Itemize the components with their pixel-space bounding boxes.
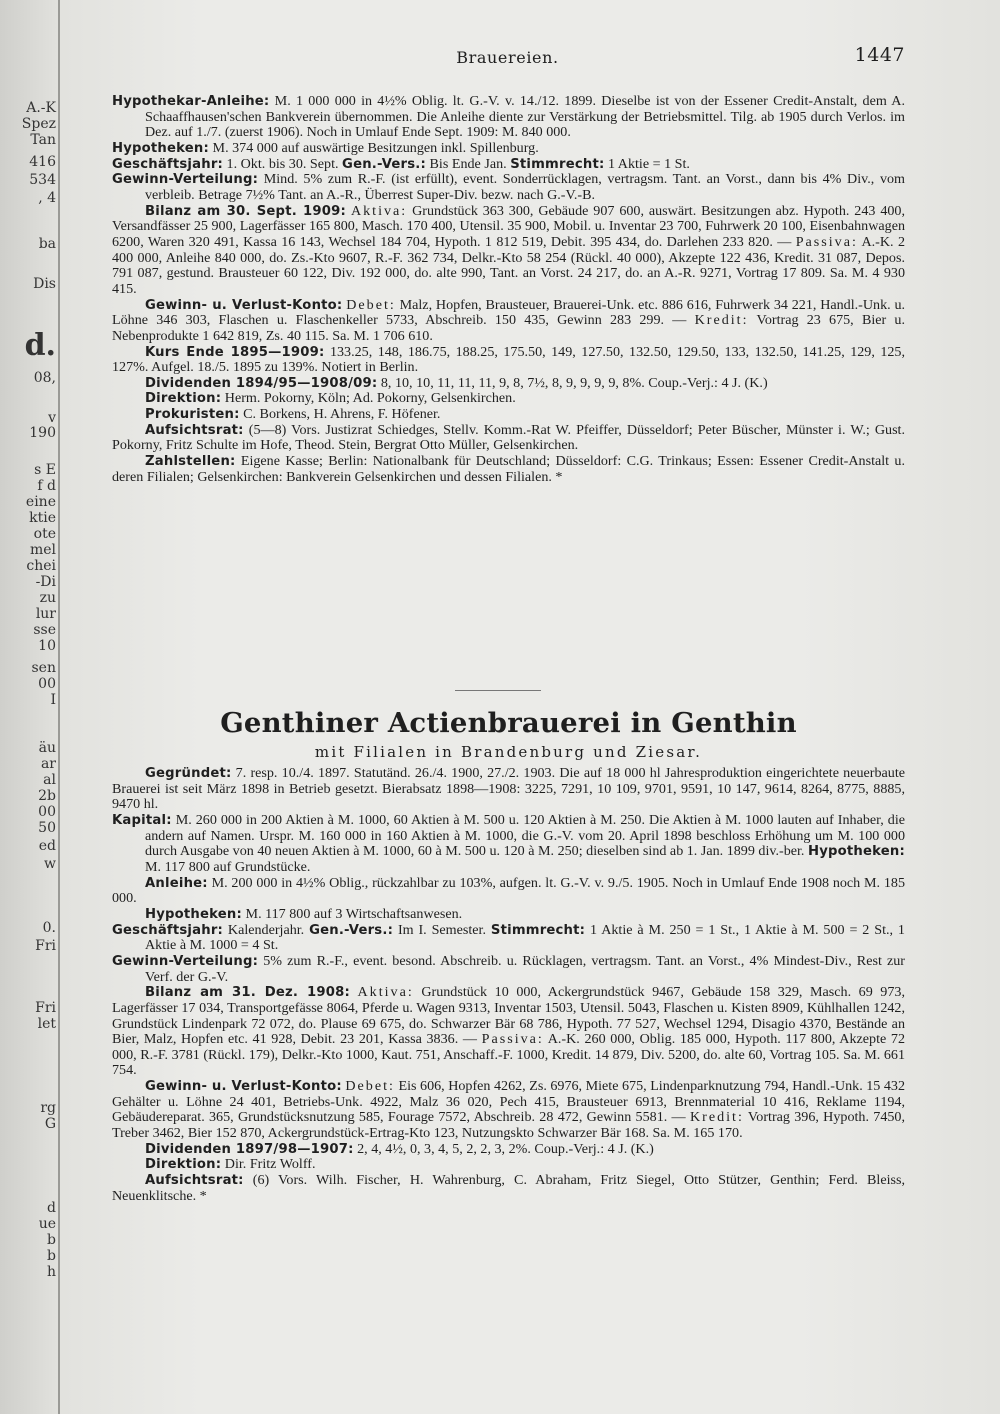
edge-fragment: mel [29, 542, 56, 558]
edge-fragment: äu [38, 740, 56, 756]
text: M. 117 800 auf 3 Wirtschaftsanwesen. [245, 905, 463, 922]
text: Bis Ende Jan. [429, 155, 507, 172]
label: Kurs Ende 1895—1909: [145, 344, 325, 360]
paragraph-guv [112, 1079, 905, 1142]
edge-fragment: Spez [21, 116, 56, 132]
edge-fragment: ar [40, 756, 56, 772]
edge-fragment: zu [39, 590, 56, 606]
edge-fragment: rg [40, 1100, 56, 1116]
paragraph-dividenden [112, 1142, 905, 1158]
text: 133.25, 148, 186.75, 188.25, 175.50, 149, 127.50, 132.50, 129.50, 133, 132.50, 141.25, 129, 125, 127%. Aufgel. 18./5. 1895 zu 139%. Notiert in Berlin. [112, 343, 905, 376]
label: Stimmrecht: [490, 922, 586, 938]
edge-fragment: 50 [38, 820, 56, 836]
paragraph-guv [112, 298, 905, 345]
edge-fragment: ue [38, 1216, 56, 1232]
edge-fragment: 10 [38, 638, 56, 654]
text: M. 117 800 auf Grundstücke. [145, 858, 311, 875]
edge-fragment: -Di [35, 574, 56, 590]
edge-fragment: chei [26, 558, 56, 574]
paragraph-aufsichtsrat [112, 423, 905, 454]
paragraph-zahlstellen [112, 454, 905, 485]
paragraph-hypothekar-anleihe [112, 94, 905, 141]
text: A.-K. 260 000, Oblig. 185 000, Hypoth. 117 800, Akzepte 72 000, R.-F. 3781 (Rückl. 179), Delkr.-Kto 1000, Kaut. 751, Anschaff.-F. 1000, Kredit. 14 879, Div. 5200, do. alte 60, Vortrag 105. Sa. M. 661 754. [112, 1031, 905, 1079]
edge-fragment: let [37, 1016, 56, 1032]
text: M. 1 000 000 in 4½% Oblig. lt. G.-V. v. 14./12. 1899. Dieselbe ist von der Essener Credit-Anstalt, dem A. Schaaffhausen'schen Bankverein übernommen. Die Anleihe diente zur Verstärkung der Betriebsmittel. Tilg. ab 1905 durch Verlos. im Dez. auf 1./7. (zuerst 1906). Noch in Umlauf Ende Sept. 1909: M. 840 000. [145, 93, 905, 141]
edge-fragment: , 4 [38, 190, 56, 206]
text: Kalenderjahr. [227, 921, 305, 938]
paragraph-kurs [112, 345, 905, 376]
edge-fragment: al [43, 772, 56, 788]
label: Geschäftsjahr: [112, 156, 223, 172]
page-number: 1447 [854, 44, 905, 66]
label: Gewinn-Verteilung: [112, 172, 259, 188]
label: Gen.-Vers.: [342, 156, 426, 172]
label: Prokuristen: [145, 407, 240, 423]
paragraph-gewinn-verteilung [112, 172, 905, 203]
edge-fragment: h [46, 1264, 56, 1280]
edge-fragment: 00 [38, 676, 56, 692]
text: 5% zum R.-F., event. besond. Abschreib. u. Rücklagen, vertragsm. Tant. an Vorst., 4% Mindest-Div., Rest zur Verf. der G.-V. [145, 952, 905, 985]
label: Geschäftsjahr: [112, 922, 223, 938]
edge-fragment: 0. [42, 920, 56, 936]
text: M. 260 000 in 200 Aktien à M. 1000, 60 Aktien à M. 500 u. 120 Aktien à M. 250. Die Aktien à M. 1000 lauten auf Inhaber, die andern auf Namen. Urspr. M. 160 000 in 160 Aktien à M. 1000, die G.-V. vom 20. April 1898 beschloss Erhöhung um M. 100 000 durch Ausgabe von 40 neuen Aktien à M. 1000, 60 à M. 500 u. 120 à M. 250; dieselben sind ab 1. Jan. 1899 div.-ber. [145, 811, 905, 860]
aktiva-label: Aktiva: [357, 984, 414, 1001]
paragraph-bilanz [112, 985, 905, 1079]
edge-fragment: ote [33, 526, 56, 542]
company-subtitle: mit Filialen in Brandenburg und Ziesar. [314, 743, 703, 761]
label: Hypotheken: [808, 844, 905, 860]
edge-fragment: 190 [29, 425, 56, 441]
paragraph-direktion [112, 1157, 905, 1173]
label: Hypothekar-Anleihe: [112, 94, 270, 109]
text: 1 Aktie = 1 St. [607, 155, 690, 172]
text: Grundstück 10 000, Ackergrundstück 9467, Gebäude 158 329, Masch. 69 973, Lagerfässer 17 034, Transportgefässe 8064, Pferde u. Wagen 9313, Inventar 1503, Utensil. 5043, Flaschen u. Kisten 8909, Kühlhallen 1242, Grundstück Lindenpark 72 072, do. Plause 69 675, do. Schwarzer Bär 68 786, Hypoth. 77 527, Wechsel 1294, Disagio 4370, Bestände an Bier, Malz, Hopfen etc. 41 928, Debit. 23 201, Kassa 3836. — [112, 984, 905, 1048]
edge-fragment: b [47, 1248, 56, 1264]
edge-fragment: d. [24, 328, 56, 363]
section-divider [455, 690, 541, 691]
label: Stimmrecht: [510, 156, 605, 172]
text: C. Borkens, H. Ahrens, F. Höfener. [243, 406, 441, 423]
edge-fragment: ba [38, 236, 56, 252]
text: (6) Vors. Wilh. Fischer, H. Wahrenburg, C. Abraham, Fritz Siegel, Otto Stützer, Genthin; Ferd. Bleiss, Neuenklitsche. * [112, 1172, 905, 1204]
label: Hypotheken: [145, 906, 242, 922]
passiva-label: Passiva: [481, 1031, 544, 1048]
entry-genthiner [112, 766, 905, 1204]
paragraph-gegruendet [112, 766, 905, 813]
paragraph-kapital [112, 813, 905, 876]
text: M. 374 000 auf auswärtige Besitzungen inkl. Spillenburg. [212, 139, 539, 156]
text: Vortrag 23 675, Bier u. Nebenprodukte 1 642 819, Zs. 40 115. Sa. M. 1 706 610. [112, 312, 906, 344]
label: Bilanz am 31. Dez. 1908: [145, 985, 350, 1001]
label: Direktion: [145, 391, 222, 407]
edge-fragment: s E [34, 462, 56, 478]
label: Gewinn- u. Verlust-Konto: [145, 297, 343, 313]
edge-fragment: eine [25, 494, 56, 510]
text: Malz, Hopfen, Brausteuer, Brauerei-Unk. etc. 886 616, Fuhrwerk 34 221, Handl.-Unk. u. Löhne 346 303, Flaschen u. Flaschenkeller 5733, Abschreib. 150 435, Gewinn 283 299. — [112, 296, 906, 329]
edge-fragment: 534 [29, 172, 56, 188]
label: Dividenden 1894/95—1908/09: [145, 375, 378, 391]
text: Grundstück 363 300, Gebäude 907 600, auswärt. Besitzungen abz. Hypoth. 243 400, Versandfässer 25 900, Lagerfässer 165 800, Masch. 170 400, Utensil. 35 900, Mobil. u. Inventar 23 700, Fuhrwerk 20 100, Eisenbahnwagen 6200, Waren 320 491, Kassa 16 143, Wechsel 184 704, Hypoth. 1 812 519, Debit. 395 434, do. Darlehen 233 820. [112, 202, 905, 250]
edge-fragment: d [47, 1200, 56, 1216]
debet-label: Debet: [346, 296, 396, 313]
label: Aufsichtsrat: [145, 1173, 244, 1189]
paragraph-aufsichtsrat [112, 1173, 905, 1204]
label: Zahlstellen: [145, 454, 236, 470]
edge-fragment: Fri [35, 938, 56, 954]
edge-fragment: lur [35, 606, 56, 622]
company-title: Genthiner Actienbrauerei in Genthin [220, 707, 797, 739]
text: 2, 4, 4½, 0, 3, 4, 5, 2, 2, 3, 2%. Coup.-Verj.: 4 J. (K.) [357, 1140, 654, 1157]
text: M. 200 000 in 4½% Oblig., rückzahlbar zu 103%, aufgen. lt. G.-V. v. 9./5. 1905. Noch in Umlauf Ende 1908 noch M. 185 000. [112, 874, 905, 907]
paragraph-prokuristen [112, 407, 905, 423]
passiva-label: Passiva: [795, 233, 858, 250]
text: A.-K. 2 400 000, Anleihe 840 000, do. Zs.-Kto 9607, R.-F. 362 734, Delkr.-Kto 58 254 (Rückl. 40 000), Akzepte 122 436, Kredit. 31 087, Depos. 791 087, gestund. Brausteuer 60 122, Div. 192 000, do. alte 990, Tant. an Vorst. 24 217, do. an A.-R. 9271, Vortrag 17 809. Sa. M. 4 930 415. [112, 233, 905, 297]
paragraph-geschaeftsjahr [112, 923, 905, 954]
text: Vortrag 396, Hypoth. 7450, Treber 3462, Bier 152 870, Ackergrundstück-Ertrag-Kto 123, Nutzungskto Schwarzer Bär 168. Sa. M. 165 170. [112, 1109, 905, 1142]
edge-fragment: w [44, 856, 56, 872]
paragraph-geschaeftsjahr [112, 157, 905, 173]
text: Herm. Pokorny, Köln; Ad. Pokorny, Gelsenkirchen. [224, 390, 516, 407]
text: Eis 606, Hopfen 4262, Zs. 6976, Miete 675, Lindenparknutzung 794, Handl.-Unk. 15 432 Gehälter u. Löhne 24 401, Betriebs-Unk. 4922, Malz 36 020, Pech 415, Brausteuer 6913, Brennmaterial 10 416, Reklame 1194, Gebäudereparat. 365, Grundstücksnutzung 585, Fourage 7572, Abschreib. 28 472, Gewinn 5581. — [112, 1078, 906, 1126]
text: Im I. Semester. [397, 921, 486, 938]
label: Anleihe: [145, 875, 208, 891]
label: Direktion: [145, 1157, 222, 1173]
label: Kapital: [112, 812, 172, 828]
edge-fragment: A.-K [26, 100, 56, 116]
previous-page-edge [0, 0, 60, 1414]
text: 7. resp. 10./4. 1897. Statutänd. 26./4. 1900, 27./2. 1903. Die auf 18 000 hl Jahresproduktion eingerichtete neuerbaute Brauerei ist seit März 1898 in Betrieb gesetzt. Bierabsatz 1898—1908: 3225, 7291, 10 109, 9701, 9591, 10 147, 9614, 8264, 8775, 8885, 9470 hl. [112, 765, 905, 813]
edge-fragment: ed [38, 838, 56, 854]
edge-fragment: Fri [35, 1000, 56, 1016]
edge-fragment: 08, [33, 370, 56, 386]
paragraph-hypotheken [112, 907, 905, 923]
edge-fragment: 2b [38, 788, 56, 804]
text: Mind. 5% zum R.-F. (ist erfüllt), event. Sonderrücklagen, vertragsm. Tant. an Vorst., dann bis 4% Div., vom verbleib. Betrage 7½% Tant. an A.-R., Überrest Super-Div. bezw. nach G.-V.-B. [145, 171, 905, 203]
label: Gewinn-Verteilung: [112, 953, 259, 969]
label: Gen.-Vers.: [309, 922, 394, 938]
aktiva-label: Aktiva: [350, 202, 408, 219]
label: Bilanz am 30. Sept. 1909: [145, 203, 347, 219]
edge-fragment: sen [31, 660, 56, 676]
label: Aufsichtsrat: [145, 422, 244, 438]
text: Dir. Fritz Wolff. [224, 1156, 316, 1173]
paragraph-direktion [112, 391, 905, 407]
edge-fragment: f d [37, 478, 56, 494]
entry-continued [112, 94, 905, 485]
paragraph-hypotheken [112, 141, 905, 157]
paragraph-gewinn-verteilung [112, 954, 905, 985]
text: Eigene Kasse; Berlin: Nationalbank für Deutschland; Düsseldorf: C.G. Trinkaus; Essen: Essener Credit-Anstalt u. deren Filialen; Gelsenkirchen: Bankverein Gelsenkirchen und dessen Filialen. * [112, 453, 905, 485]
label: Hypotheken: [112, 140, 209, 156]
text: (5—8) Vors. Justizrat Schiedges, Stellv. Komm.-Rat W. Pfeiffer, Düsseldorf; Peter Büscher, Münster i. W.; Gust. Pokorny, Fritz Schulte im Hofe, Theod. Stein, Bergrat Otto Müller, Gelsenkirchen. [112, 421, 906, 454]
edge-fragment: G [44, 1116, 56, 1132]
label: Dividenden 1897/98—1907: [145, 1141, 354, 1157]
label: Gegründet: [145, 766, 232, 781]
paragraph-dividenden [112, 376, 905, 392]
running-header [110, 44, 905, 74]
label: Gewinn- u. Verlust-Konto: [145, 1079, 342, 1095]
edge-fragment: 416 [29, 154, 56, 170]
edge-fragment: 00 [38, 804, 56, 820]
kredit-label: Kredit: [694, 312, 749, 329]
paragraph-bilanz: Bilanz am 30. Sept. 1909: Aktiva: Grundstück 363 300, Gebäude 907 600, auswärt. Besitzungen abz. Hypoth. 243 400, Versandfässer 25 900, Lagerfässer 165 800, Masch. 170 400, Utensil. 35 900, Mobil. u. Inventar 23 700, Fuhrwerk 20 100, Eisenbahnwagen 6200, Waren 320 491, Kassa 16 143, Wechsel 184 704, Hypoth. 1 812 519, Debit. 395 434, do. Darlehen 233 820. — Passiva: A.-K. 2 400 000, Anleihe 840 000, do. Zs.-Kto 9607, R.-F. 362 734, Delkr.-Kto 58 254 (Rückl. 40 000), Akzepte 122 436, Kredit. 31 087, Depos. 791 087, gestund. Brausteuer 60 122, Div. 192 000, do. alte 990, Tant. an Vorst. 24 217, do. an A.-R. 9271, Vortrag 17 809. Sa. M. 4 930 415. [112, 202, 905, 297]
edge-fragment: v [48, 410, 56, 426]
text: 1 Aktie à M. 250 = 1 St., 1 Aktie à M. 500 = 2 St., 1 Aktie à M. 1000 = 4 St. [145, 921, 905, 954]
edge-fragment: ktie [29, 510, 56, 526]
paragraph-anleihe [112, 876, 905, 907]
edge-fragment: Tan [30, 132, 56, 148]
running-title: Brauereien. [456, 48, 559, 67]
debet-label: Debet: [345, 1078, 395, 1095]
text: 8, 10, 10, 11, 11, 11, 9, 8, 7½, 8, 9, 9, 9, 9, 8%. Coup.-Verj.: 4 J. (K.) [380, 374, 768, 391]
edge-fragment: Dis [33, 276, 56, 292]
kredit-label: Kredit: [689, 1109, 744, 1126]
edge-fragment: b [47, 1232, 56, 1248]
text: 1. Okt. bis 30. Sept. [226, 155, 339, 172]
edge-fragment: sse [33, 622, 56, 638]
edge-fragment: I [50, 692, 56, 708]
